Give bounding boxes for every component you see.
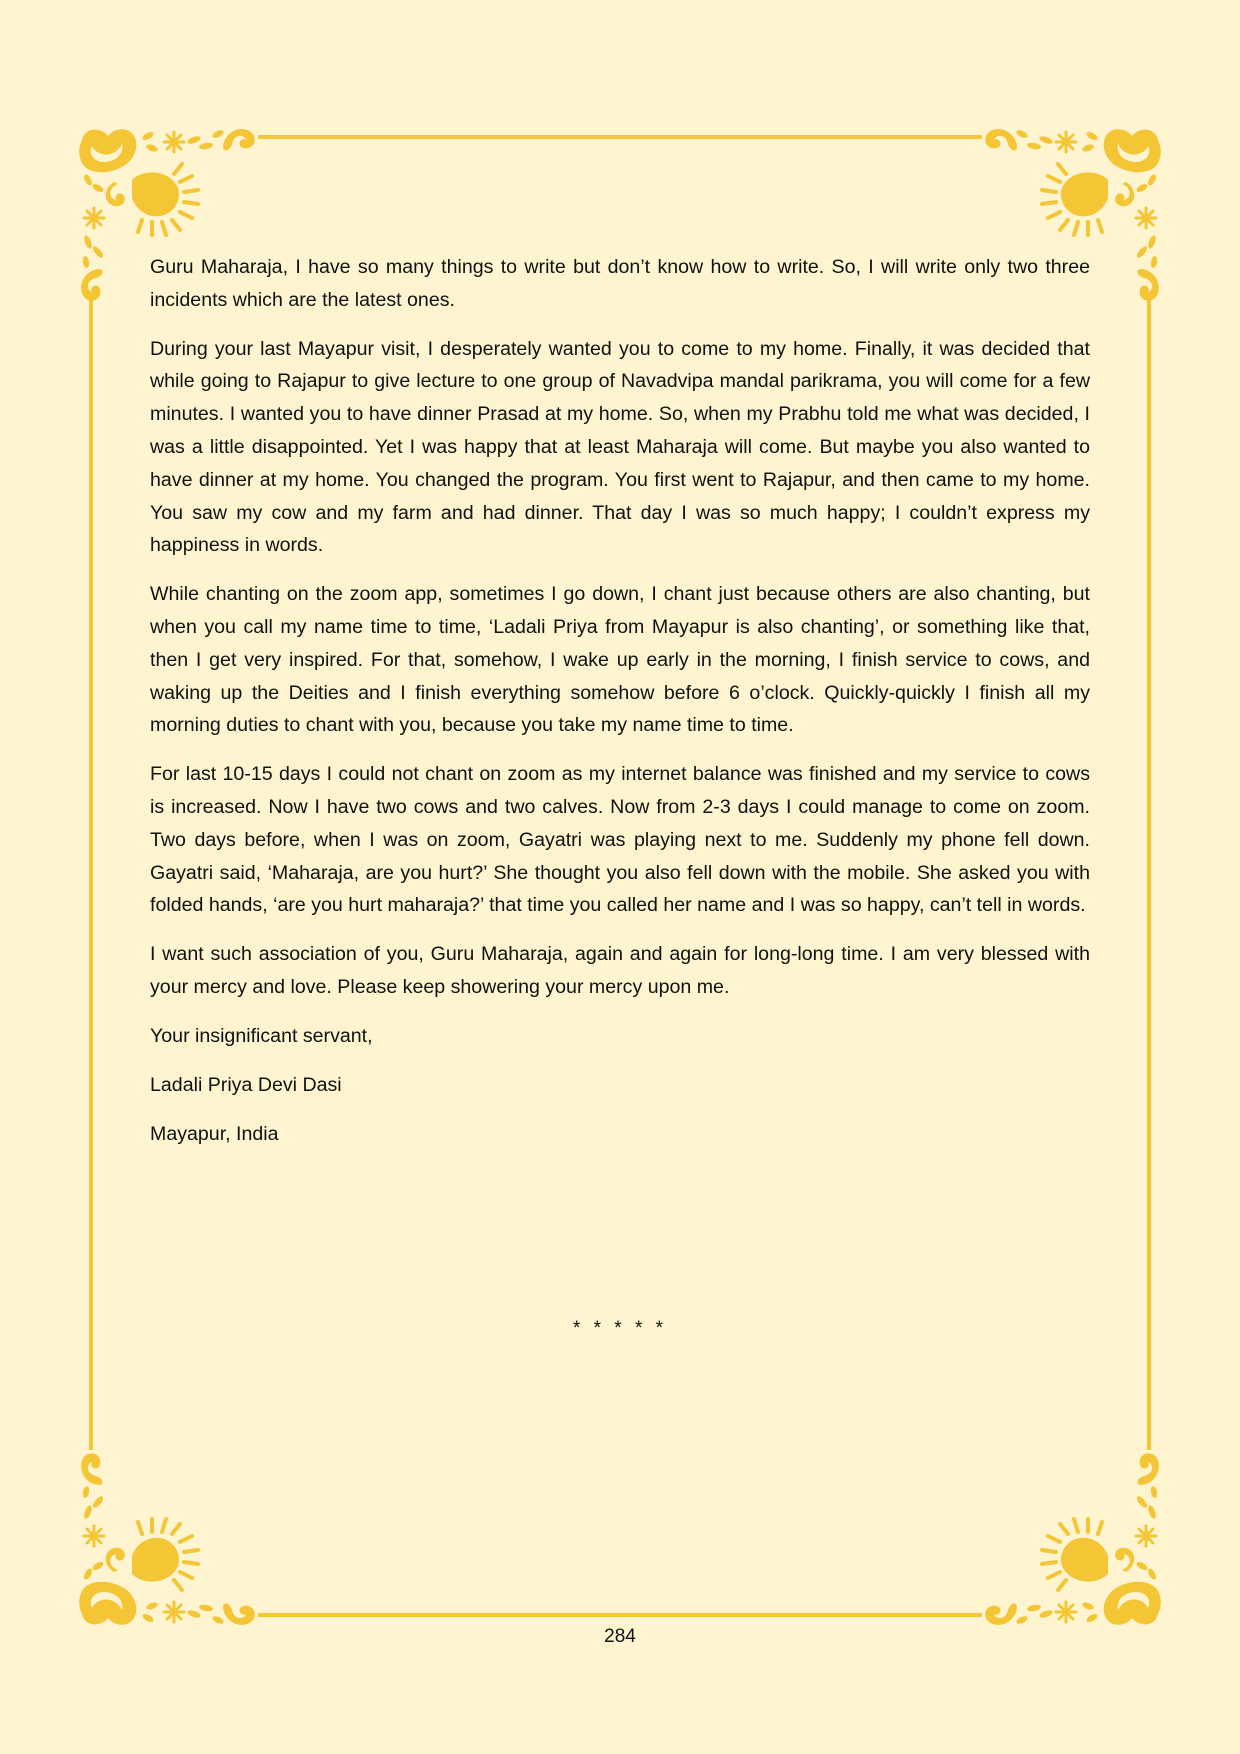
border-bottom-rule bbox=[258, 1613, 982, 1617]
paragraph-zoom-chanting: While chanting on the zoom app, sometimes I go down, I chant just because others are also chanting, but when you call my name time to time, ‘Ladali Priya from Mayapur is also chanting’, or something like that, then I get very inspired. For that, somehow, I wake up early in the morning, I finish service to cows, and waking up the Deities and I finish everything somehow before 6 o’clock. Quickly-quickly I finish all my morning duties to chant with you, because you take my name time to time. bbox=[150, 583, 1090, 737]
paragraph-internet-balance: For last 10-15 days I could not chant on zoom as my internet balance was finished and my service to cows is increased. Now I have two cows and two calves. Now from 2-3 days I could manage to come on zoom. Two days before, when I was on zoom, Gayatri was playing next to me. Suddenly my phone fell down. Gayatri said, ‘Maharaja, are you hurt?’ She thought you also fell down with the mobile. She asked you with folded hands, ‘are you hurt maharaja?’ that time you called her name and I was so happy, can’t tell in words. bbox=[150, 763, 1090, 917]
border-right-rule bbox=[1147, 300, 1151, 1450]
border-left-rule bbox=[89, 300, 93, 1450]
floral-corner-ornament-icon bbox=[74, 1452, 260, 1632]
letter-body bbox=[150, 251, 1090, 1167]
corner-ornament-svg bbox=[74, 1452, 260, 1632]
paragraph-mayapur-visit: During your last Mayapur visit, I desperately wanted you to come to my home. Finally, it was decided that while going to Rajapur to give lecture to one group of Navadvipa mandal parikrama, you will come for a few minutes. I wanted you to have dinner Prasad at my home. So, when my Prabhu told me what was decided, I was a little disappointed. Yet I was happy that at least Maharaja will come. But maybe you also wanted to have dinner at my home. You changed the program. You first went to Rajapur, and then came to my home. You saw my cow and my farm and had dinner. That day I was so much happy; I couldn’t express my happiness in words. bbox=[150, 337, 1090, 557]
paragraph-intro: Guru Maharaja, I have so many things to write but don’t know how to write. So, I will write only two three incidents which are the latest ones. bbox=[150, 256, 1090, 311]
page-number: 284 bbox=[604, 1626, 636, 1647]
closing-line: Your insignificant servant, bbox=[150, 1024, 373, 1047]
section-separator: * * * * * bbox=[572, 1318, 668, 1339]
corner-ornament-svg bbox=[980, 1452, 1166, 1632]
paragraph-association: I want such association of you, Guru Maharaja, again and again for long-long time. I am very blessed with your mercy and love. Please keep showering your mercy upon me. bbox=[150, 943, 1090, 998]
floral-corner-ornament-icon bbox=[980, 1452, 1166, 1632]
signature-name: Ladali Priya Devi Dasi bbox=[150, 1073, 342, 1096]
signature-location: Mayapur, India bbox=[150, 1123, 279, 1146]
border-top-rule bbox=[258, 135, 982, 139]
